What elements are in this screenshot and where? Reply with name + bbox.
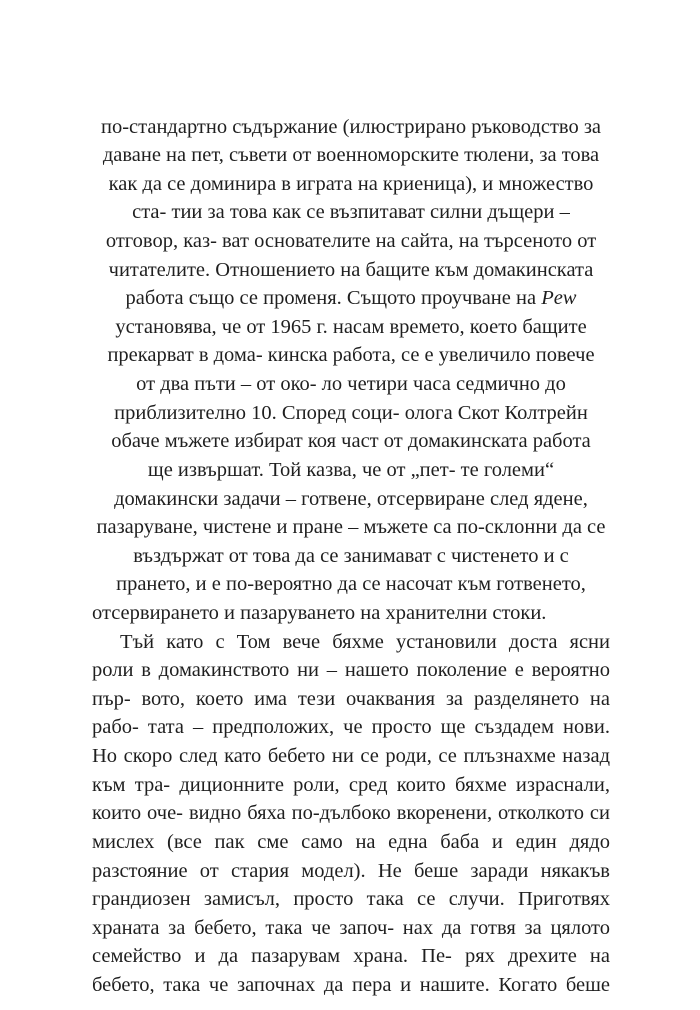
text-line: бебето, така че започнах да пера и нашите. Когато беше	[92, 974, 610, 996]
text-line: рабо- тата – предположих, че просто ще създадем нови.	[92, 716, 610, 738]
text-line: прекарват в дома- кинска работа, се е увеличило повече	[107, 344, 595, 366]
text-line: от два пъти – от око- ло четири часа седмично до	[136, 373, 566, 395]
text-line: приблизително 10. Според соци- олога Скот Колтрейн	[114, 402, 588, 424]
text-line: към тра- диционните роли, сред които бяхме израснали,	[92, 774, 610, 796]
text-line: пазаруване, чистене и пране – мъжете са по-склонни да се	[96, 516, 606, 538]
text-line: въздържат от това да се занимават с чистенето и с	[133, 545, 569, 567]
text-line: разстояние от стария модел). Не беше заради някакъв	[92, 860, 610, 882]
text-line: как да се доминира в играта на криеница), и множество	[108, 173, 594, 195]
text-line: ще извършат. Той казва, че от „пет- те големи“	[147, 459, 555, 481]
text-line: прането, и е по-вероятно да се насочат към готвенето,	[116, 573, 586, 595]
italic-word-pew: Pew	[541, 287, 577, 309]
text-line: отговор, каз- ват основателите на сайта, на търсеното от	[105, 230, 597, 252]
text-line: Тъй като с Том вече бяхме установили доста ясни	[120, 631, 610, 653]
text-line-segment: работа също се променя. Същото проучване на	[125, 287, 537, 309]
text-line: даване на пет, съвети от военноморските тюлени, за това	[102, 144, 600, 166]
text-line-with-italic	[92, 284, 610, 312]
text-line: Но скоро след като бебето ни се роди, се плъзнахме назад	[92, 745, 610, 767]
text-line: отсервирането и пазаруването на хранителни стоки.	[92, 602, 547, 624]
text-line: установява, че от 1965 г. насам времето, което бащите	[115, 316, 587, 338]
text-line: читателите. Отношението на бащите към домакинската	[108, 259, 594, 281]
text-line: роли в домакинството ни – нашето поколение е вероятно	[92, 659, 610, 681]
text-line: грандиозен замисъл, просто така се случи. Приготвях	[92, 888, 610, 910]
text-line: мислех (все пак сме само на една баба и един дядо	[92, 831, 610, 853]
text-line: обаче мъжете избират коя част от домакинската работа	[111, 430, 591, 452]
text-line: пър- вото, което има тези очаквания за разделянето на	[92, 688, 610, 710]
text-line: ста- тии за това как се възпитават силни дъщери –	[132, 201, 570, 223]
text-line: които оче- видно бяха по-дълбоко вкоренени, отколкото си	[92, 802, 610, 824]
text-line: домакински задачи – готвене, отсервиране след ядене,	[114, 488, 588, 510]
text-line: храната за бебето, така че започ- нах да готвя за цялото	[92, 917, 610, 939]
text-line: по-стандартно съдържание (илюстрирано ръководство за	[100, 116, 602, 138]
text-line: семейство и да пазарувам храна. Пе- рях дрехите на	[92, 945, 610, 967]
